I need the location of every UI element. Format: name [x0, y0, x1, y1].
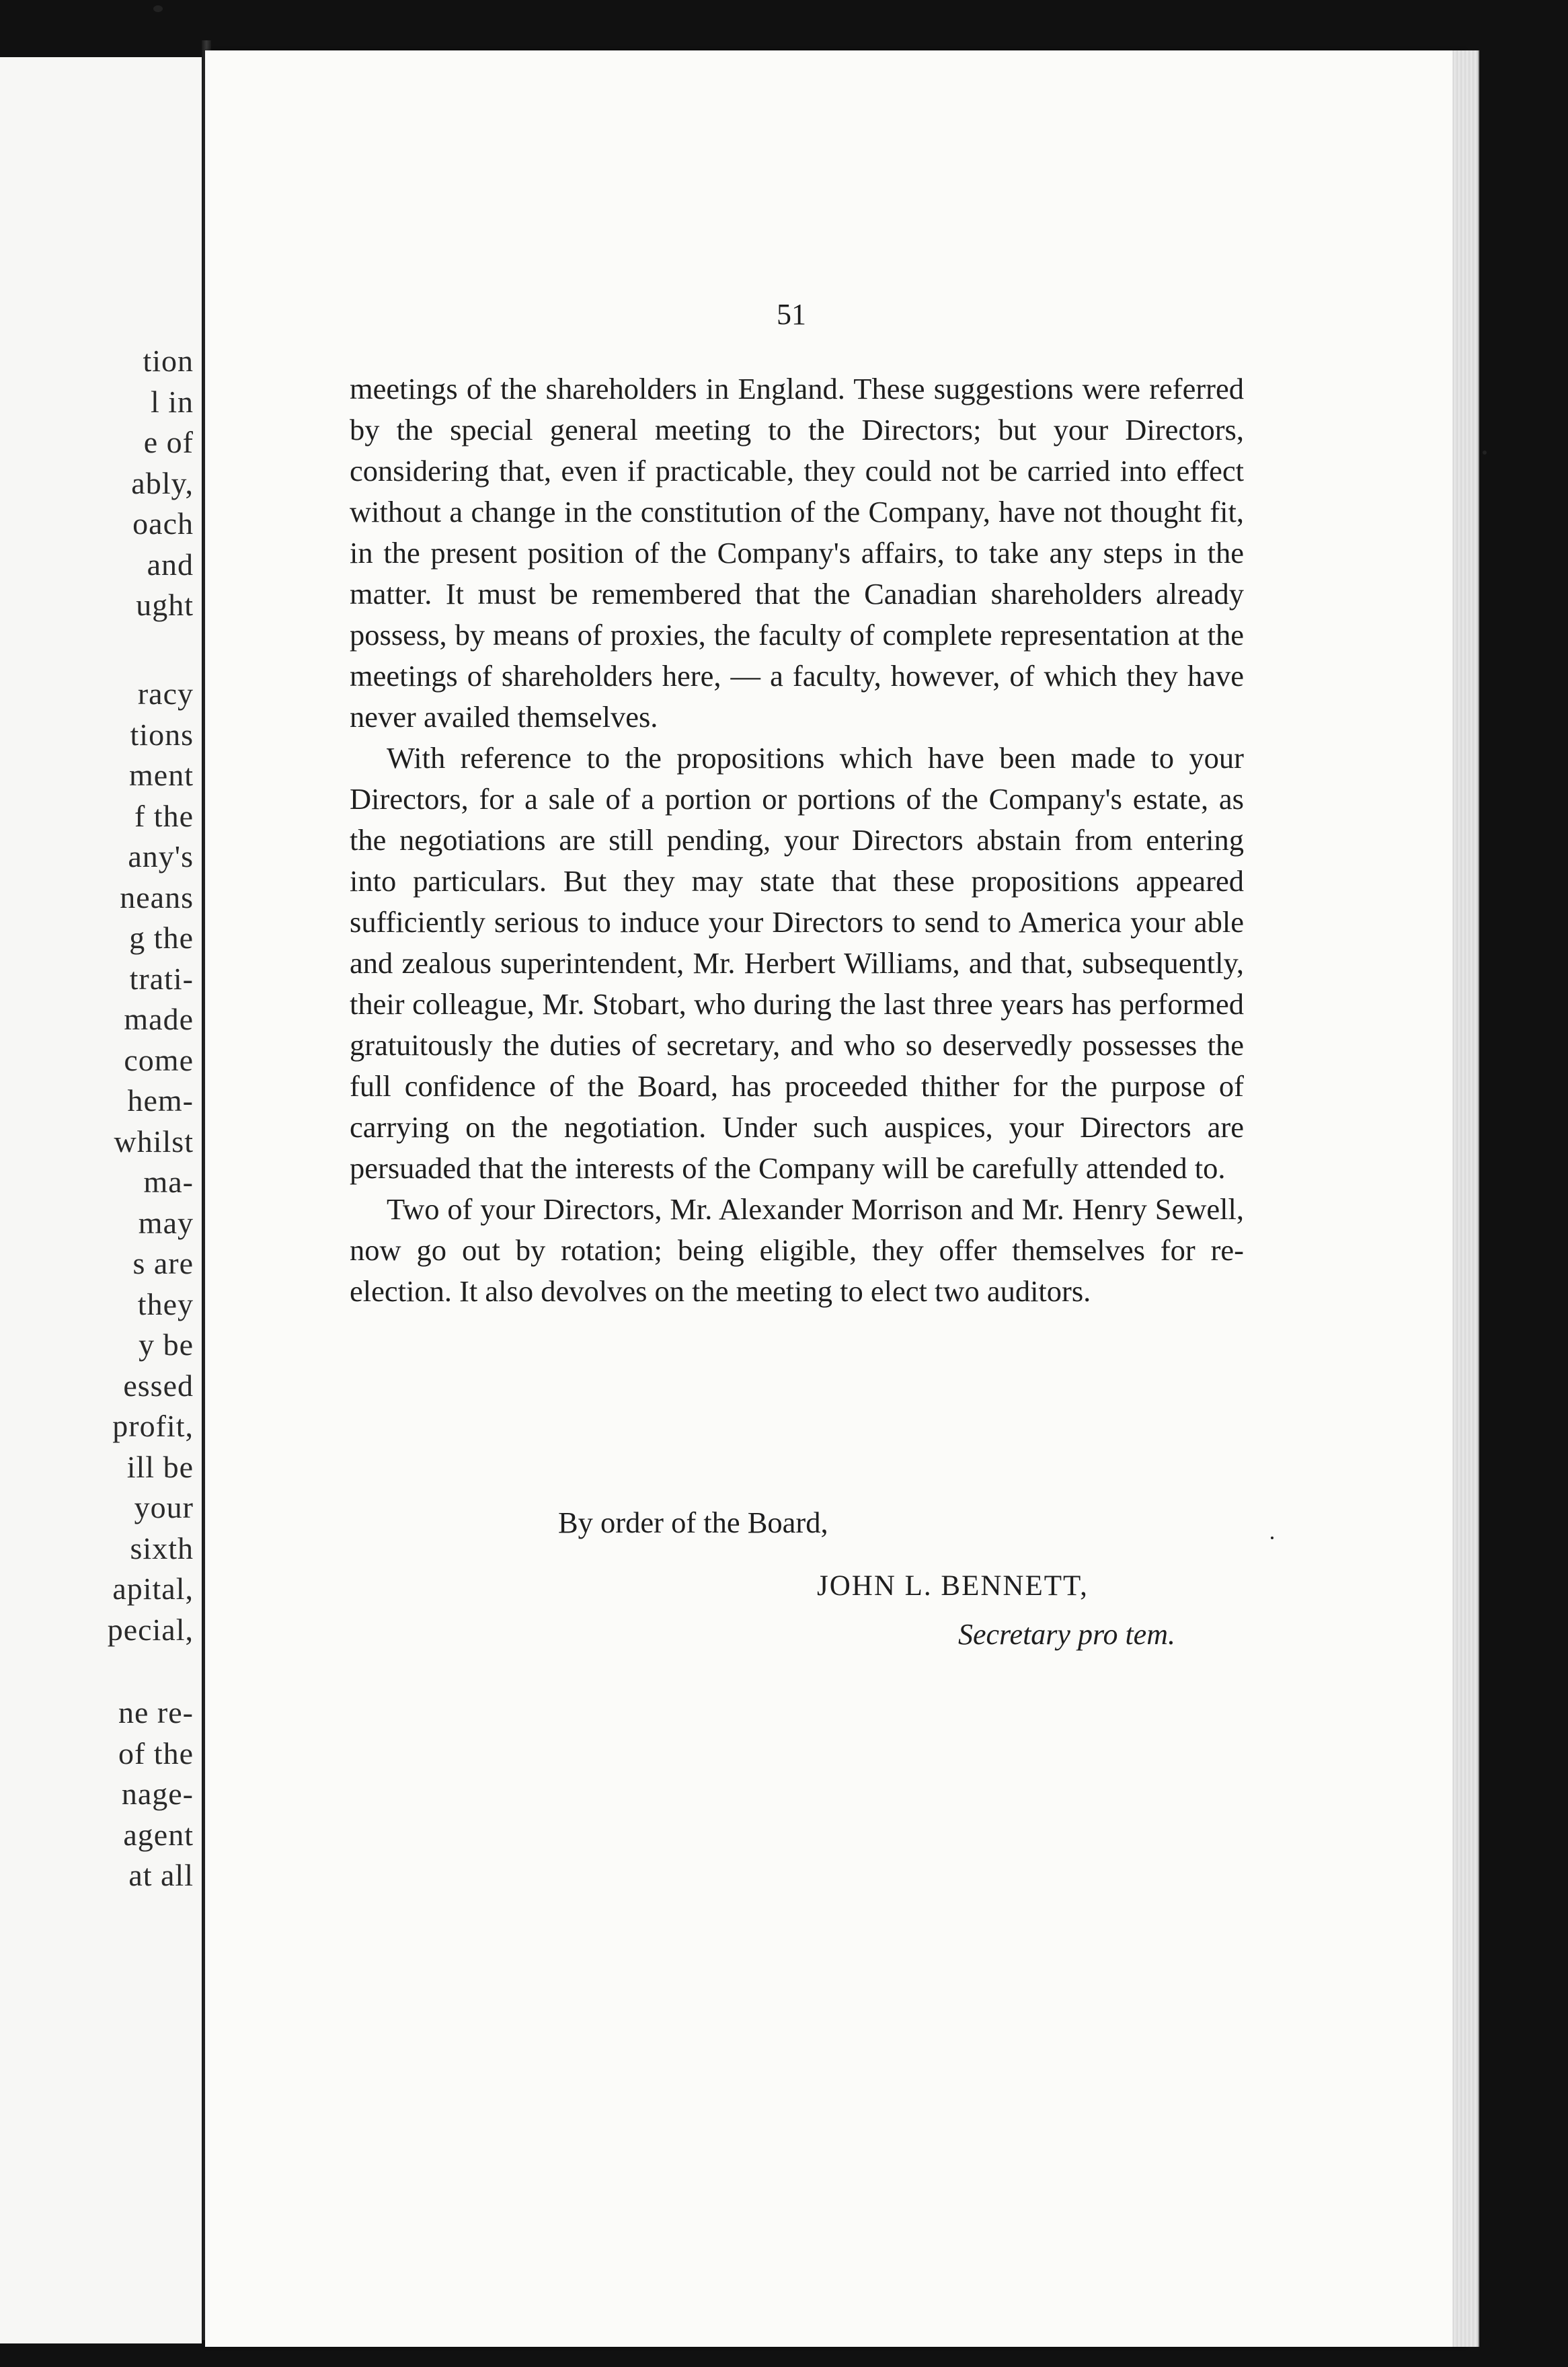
left-page-fragment: f the — [134, 798, 194, 833]
left-page-fragment: trati- — [129, 961, 194, 996]
left-page-fragment: ment — [129, 758, 194, 792]
paragraph: With reference to the propositions which have been made to your Directors, for a sale of a portion or portions of the Company's estate, as the negotiations are still pending, your Directors abstain from entering into particulars. But they may state that these propositions appeared sufficiently serious to induce your Directors to send to America your able and zealous superintendent, Mr. Herbert Williams, and that, subsequently, their colleague, Mr. Stobart, who during the last three years has performed gratuitously the duties of secretary, and who so deservedly possesses the full confidence of the Board, has proceeded thither for the purpose of carrying on the negotiation. Under such auspices, your Directors are persuaded that the interests of the Company will be carefully attended to. — [350, 741, 1244, 1185]
left-page-fragment: agent — [123, 1817, 194, 1852]
left-page-line-fragments — [0, 57, 202, 2343]
left-page-fragment: any's — [128, 839, 194, 874]
left-page-fragment: apital, — [112, 1571, 194, 1606]
left-page-fragment: nage- — [121, 1777, 194, 1811]
left-page-fragment: whilst — [114, 1124, 194, 1159]
paragraph: meetings of the shareholders in England. These suggestions were referred by the special general meeting to the Directors; but your Directors, considering that, even if practicable, they could not be carried into effect without a change in the constitution of the Company, have not thought fit, in the present position of the Company's affairs, to take any steps in the matter. It must be remembered that the Canadian shareholders already possess, by means of proxies, the faculty of complete representation at the meetings of shareholders here, — a faculty, however, of which they have never availed themselves. — [350, 372, 1244, 734]
left-page-fragment: your — [134, 1490, 194, 1524]
left-page-fragment: ill be — [126, 1449, 194, 1484]
left-page-fragment: ma- — [143, 1165, 194, 1199]
signature-order-line: By order of the Board, — [558, 1506, 828, 1539]
left-page-fragment: l in — [150, 384, 194, 419]
page-edge-stack — [1452, 50, 1479, 2347]
left-page-fragment: ably, — [131, 465, 194, 500]
scan-speck — [1271, 1537, 1273, 1539]
left-page-fragment: s are — [132, 1246, 194, 1280]
left-page-fragment: come — [124, 1042, 194, 1077]
left-page-fragment: of the — [118, 1736, 194, 1771]
left-page-fragment: may — [138, 1205, 194, 1240]
signature-title: Secretary pro tem. — [958, 1618, 1175, 1651]
left-page-fragment: e of — [143, 425, 194, 459]
left-page-fragment: ught — [136, 588, 194, 622]
scan-speck — [153, 5, 163, 12]
left-page-fragment: racy — [137, 676, 194, 711]
left-page-fragment: y be — [139, 1327, 194, 1362]
left-page-fragment: they — [137, 1286, 194, 1321]
left-page-fragment: ne re- — [118, 1695, 194, 1730]
left-page-fragment: oach — [132, 506, 194, 541]
left-page-fragment: profit, — [112, 1409, 194, 1443]
left-page-fragment: sixth — [130, 1530, 194, 1565]
left-page-fragment: pecial, — [107, 1612, 194, 1647]
left-page-fragment: made — [124, 1002, 194, 1036]
scan-speck — [1483, 451, 1487, 455]
left-page-fragment: g the — [129, 921, 194, 955]
body-text — [350, 368, 1244, 1312]
left-page-fragment: hem- — [127, 1083, 194, 1118]
left-page-fragment: essed — [123, 1368, 194, 1403]
signature-name: JOHN L. BENNETT, — [817, 1570, 1089, 1602]
left-page-fragment: at all — [128, 1858, 194, 1892]
left-page-fragment: neans — [120, 880, 194, 915]
left-facing-page — [0, 57, 202, 2343]
left-page-fragment: tion — [143, 344, 194, 378]
left-page-fragment: and — [147, 547, 194, 582]
left-page-fragment: tions — [130, 717, 194, 752]
page-number: 51 — [777, 298, 806, 331]
paragraph: Two of your Directors, Mr. Alexander Morrison and Mr. Henry Sewell, now go out by rotation; being eligible, they offer themselves for re-election. It also devolves on the meeting to elect two auditors. — [350, 1192, 1244, 1308]
